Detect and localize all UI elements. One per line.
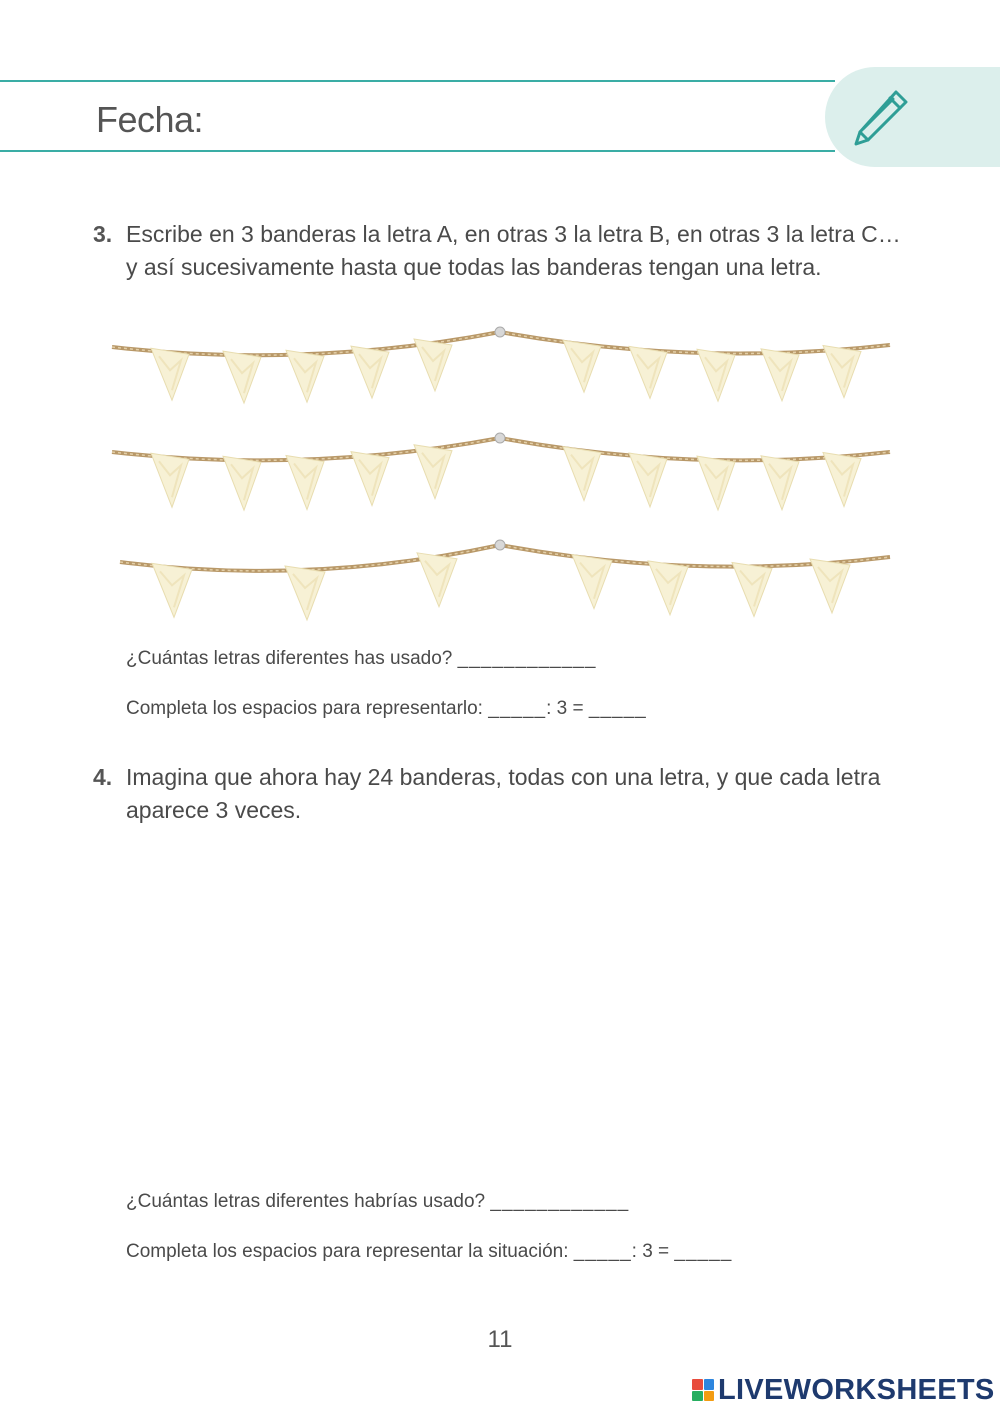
question-text-line: Imagina que ahora hay 24 banderas, todas con una letra, y que cada letra (126, 764, 881, 790)
bunting-flag[interactable] (285, 566, 325, 620)
division-text: : 3 = (546, 698, 589, 719)
bunting-flag[interactable] (629, 453, 667, 507)
liveworksheets-logo-icon (692, 1379, 714, 1401)
sub-question-3a (126, 648, 596, 670)
brand-logo[interactable] (692, 1375, 995, 1405)
bunting-flag[interactable] (823, 453, 861, 507)
bunting-flag[interactable] (648, 561, 688, 615)
bunting-flag[interactable] (414, 445, 452, 499)
brand-name: LIVEWORKSHEETS (718, 1373, 995, 1406)
bunting-flag[interactable] (810, 559, 850, 613)
bunting-flag[interactable] (414, 339, 452, 391)
bunting-flag[interactable] (697, 349, 735, 401)
question-text-line: y así sucesivamente hasta que todas las banderas tengan una letra. (126, 254, 822, 280)
bunting-flag[interactable] (151, 453, 189, 507)
bunting-flag[interactable] (697, 456, 735, 510)
bunting-flag[interactable] (761, 456, 799, 510)
answer-blank[interactable]: ____________ (490, 1191, 630, 1212)
bunting-flag[interactable] (563, 340, 601, 392)
bunting-flag[interactable] (823, 346, 861, 398)
answer-blank[interactable]: ____________ (457, 648, 597, 669)
answer-blank[interactable]: _____ (573, 1241, 632, 1262)
bunting-flag[interactable] (761, 349, 799, 401)
bunting-flag[interactable] (223, 351, 261, 403)
answer-blank[interactable]: _____ (588, 698, 647, 719)
bunting-flag[interactable] (417, 553, 457, 607)
sub-question-4a (126, 1191, 629, 1213)
bunting-rope (120, 545, 890, 571)
question-4 (93, 761, 926, 827)
question-number: 3. (93, 221, 113, 247)
sub-question-text: Completa los espacios para representar la situación: (126, 1241, 574, 1262)
bunting-flag[interactable] (629, 346, 667, 398)
sub-question-4b (126, 1241, 732, 1263)
sub-question-text: ¿Cuántas letras diferentes has usado? (126, 648, 458, 669)
bunting-flag[interactable] (563, 447, 601, 501)
division-text: : 3 = (631, 1241, 675, 1262)
bunting-flag[interactable] (732, 562, 772, 616)
question-text-line: aparece 3 veces. (126, 797, 302, 823)
question-text-line: Escribe en 3 banderas la letra A, en otras 3 la letra B, en otras 3 la letra C… (126, 221, 901, 247)
page-number: 11 (487, 1326, 513, 1353)
bunting-flag[interactable] (286, 456, 324, 510)
bunting-pin (495, 433, 505, 443)
bunting-pin (495, 540, 505, 550)
bunting-flag[interactable] (286, 350, 324, 402)
answer-blank[interactable]: _____ (488, 698, 547, 719)
bunting-flag[interactable] (223, 456, 261, 510)
bunting-flag[interactable] (151, 348, 189, 400)
answer-blank[interactable]: _____ (674, 1241, 733, 1262)
bunting-flag[interactable] (351, 346, 389, 398)
question-number: 4. (93, 764, 113, 790)
bunting-flag[interactable] (152, 563, 192, 617)
sub-question-text: ¿Cuántas letras diferentes habrías usado? (126, 1191, 491, 1212)
bunting-pin (495, 327, 505, 337)
sub-question-text: Completa los espacios para representarlo: (126, 698, 489, 719)
bunting-flag[interactable] (351, 452, 389, 506)
bunting-flag[interactable] (572, 555, 612, 609)
date-label: Fecha: (96, 99, 204, 140)
sub-question-3b (126, 698, 647, 720)
